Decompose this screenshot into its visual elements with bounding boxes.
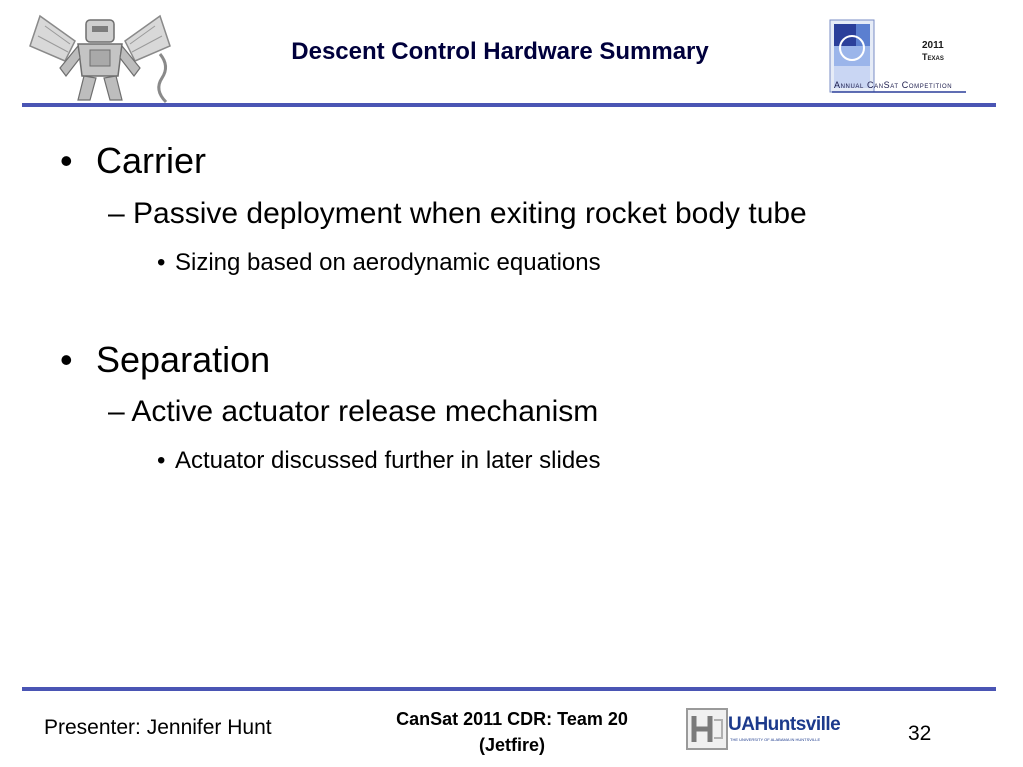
bullet-carrier	[60, 140, 206, 182]
competition-location: Texas	[922, 52, 944, 62]
slide-title: Descent Control Hardware Summary	[291, 38, 709, 65]
competition-year: 2011	[922, 40, 944, 51]
page-number: 32	[908, 722, 932, 745]
university-logo-text: UAHuntsville	[728, 714, 841, 735]
cansat-competition-logo	[826, 18, 971, 96]
sub-bullet-text: – Active actuator release mechanism	[108, 395, 599, 428]
bullet-dot: •	[60, 140, 73, 181]
university-emblem-icon	[684, 706, 730, 752]
detail-bullet-text: Actuator discussed further in later slides	[175, 447, 601, 474]
bullet-dot: •	[60, 339, 73, 380]
detail-bullet-carrier	[157, 249, 601, 277]
robot-mascot-icon	[20, 6, 185, 104]
footer-center-line2: (Jetfire)	[478, 735, 545, 755]
uahuntsville-logo	[684, 706, 842, 752]
footer-center-text	[352, 706, 672, 758]
footer-divider	[22, 687, 996, 691]
bullet-separation	[60, 339, 270, 381]
detail-bullet-separation	[157, 447, 601, 475]
bullet-heading: Carrier	[96, 140, 207, 181]
bullet-heading: Separation	[96, 339, 271, 380]
bullet-dot: •	[157, 447, 166, 474]
team-jetfire-logo	[20, 6, 185, 104]
detail-bullet-text: Sizing based on aerodynamic equations	[175, 249, 601, 276]
footer-center-line1: CanSat 2011 CDR: Team 20	[396, 709, 628, 729]
bullet-dot: •	[157, 249, 166, 276]
sub-bullet-carrier	[108, 197, 807, 231]
competition-caption: Annual CanSat Competition	[834, 80, 953, 90]
presenter-name: Presenter: Jennifer Hunt	[44, 716, 272, 739]
sub-bullet-separation	[108, 395, 598, 429]
header-divider	[22, 103, 996, 107]
university-logo-subtext: THE UNIVERSITY OF ALABAMA IN HUNTSVILLE	[730, 737, 821, 742]
sub-bullet-text: – Passive deployment when exiting rocket body tube	[108, 197, 807, 230]
